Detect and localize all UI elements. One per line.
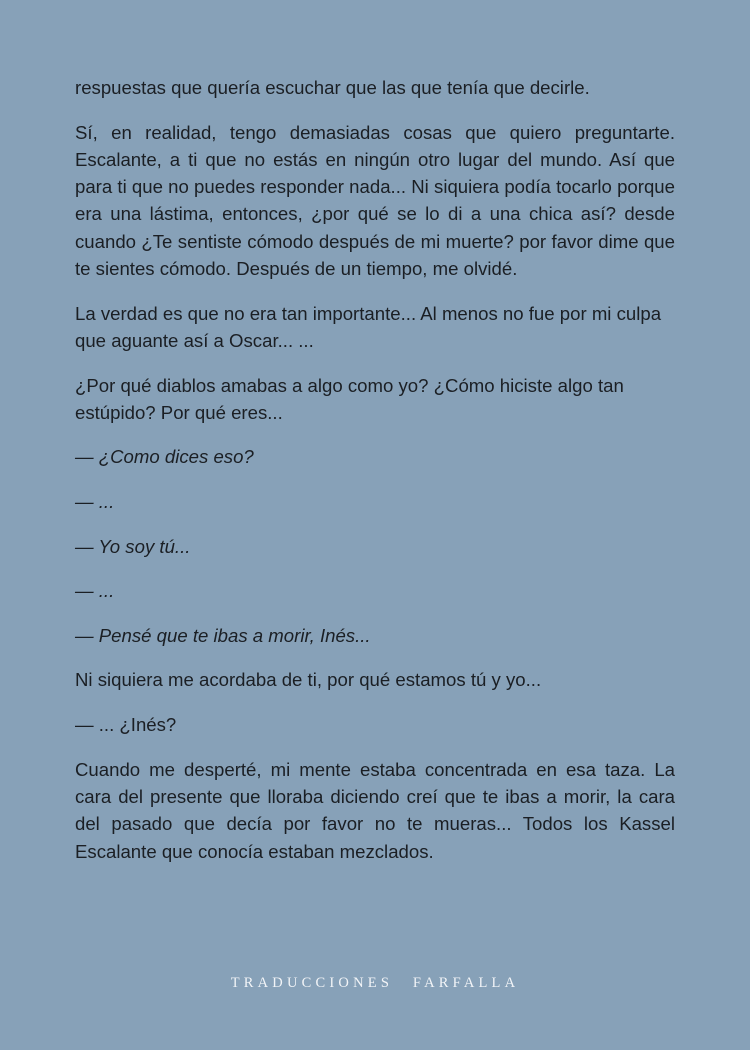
paragraph: ¿Por qué diablos amabas a algo como yo? ¿Cómo hiciste algo tan estúpido? Por qué eres... (75, 374, 624, 423)
dialogue-line: — ... ¿Inés? (75, 714, 177, 736)
dialogue-line: — ... (75, 580, 115, 602)
dialogue-line: — Pensé que te ibas a morir, Inés... (75, 624, 371, 646)
dialogue-line: — ... (75, 491, 115, 513)
dialogue-line: — ¿Como dices eso? (75, 446, 254, 468)
paragraph: La verdad es que no era tan importante... Al menos no fue por mi culpa que aguante así a Oscar... ... (75, 302, 662, 351)
paragraph: Ni siquiera me acordaba de ti, por qué estamos tú y yo... (75, 669, 542, 691)
dialogue-line: — Yo soy tú... (75, 535, 191, 557)
paragraph: respuestas que quería escuchar que las que tenía que decirle. (75, 77, 590, 98)
document-body (75, 74, 675, 882)
page-footer: TRADUCCIONES FARFALLA (230, 975, 520, 991)
paragraph: Sí, en realidad, tengo demasiadas cosas que quiero preguntarte. Escalante, a ti que no estás en ningún otro lugar del mundo. Así que para ti que no puedes responder nada... Ni siquiera podía tocarlo porque era una lástima, entonces, ¿por qué se lo di a una chica así? desde cuando ¿Te sentiste cómodo después de mi muerte? por favor dime que te sientes cómodo. Después de un tiempo, me olvidé. (75, 121, 675, 280)
paragraph: Cuando me desperté, mi mente estaba concentrada en esa taza. La cara del presente que lloraba diciendo creí que te ibas a morir, la cara del pasado que decía por favor no te mueras... Todos los Kassel Escalante que conocía estaban mezclados. (75, 758, 675, 862)
